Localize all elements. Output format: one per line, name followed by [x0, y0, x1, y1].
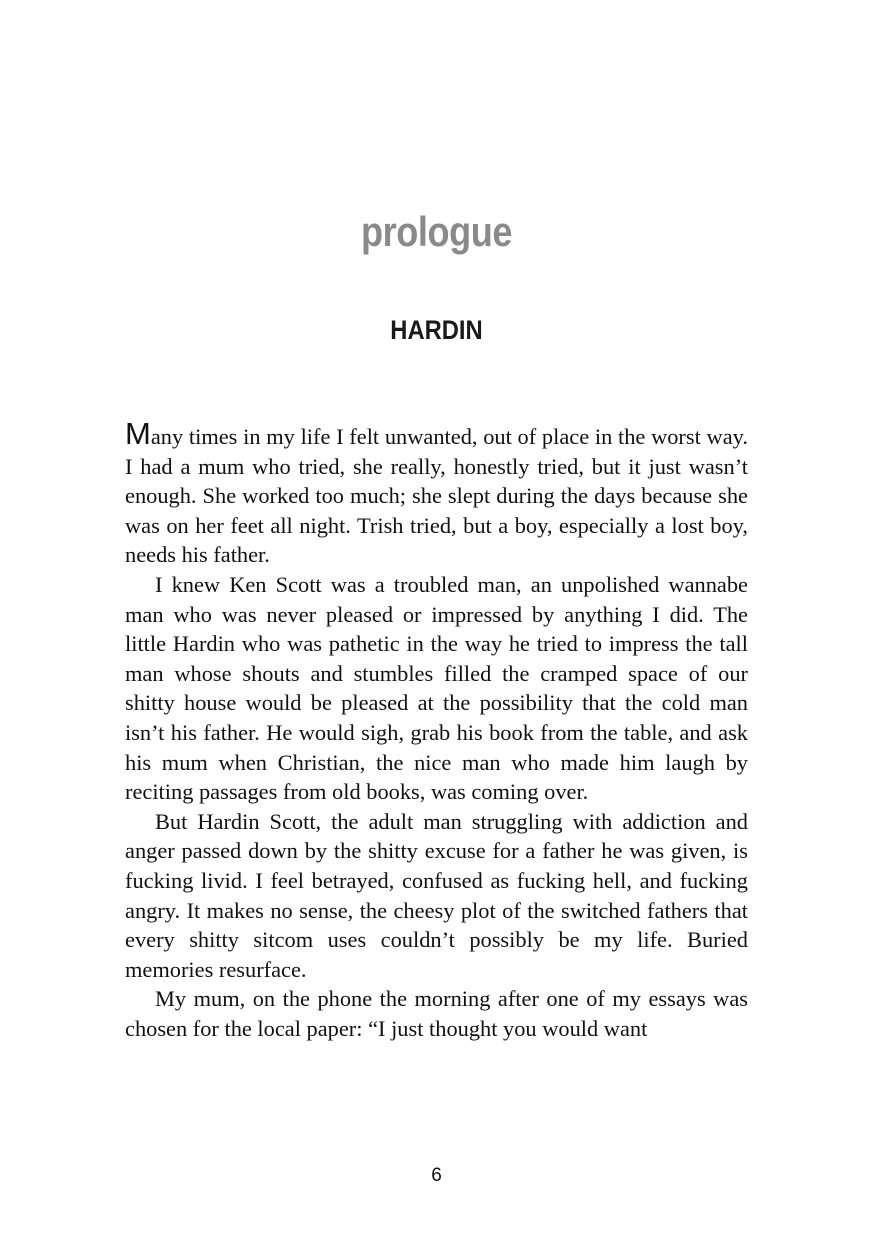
narrator-heading: HARDIN: [390, 315, 483, 345]
drop-initial: M: [125, 416, 151, 451]
opening-paragraph-text: any times in my life I felt unwanted, out of place in the worst way. I had a mum who tried, she really, honestly tried, but it just wasn’t enough. She worked too much; she slept during the days because she was on her feet all night. Trish tried, but a boy, especially a lost boy, needs his father.: [125, 424, 748, 568]
page-number: 6: [431, 1165, 442, 1186]
body-paragraph: But Hardin Scott, the adult man struggling with addiction and anger passed down by the shitty excuse for a father he was given, is fucking livid. I feel betrayed, confused as fucking hell, and fucking angry. It makes no sense, the cheesy plot of the switched fathers that every shitty sitcom uses couldn’t possibly be my life. Buried memories resurface.: [125, 808, 748, 982]
body-paragraph: I knew Ken Scott was a troubled man, an unpolished wannabe man who was never pleased or impressed by anything I did. The little Hardin who was pathetic in the way he tried to impress the tall man whose shouts and stumbles filled the cramped space of our shitty house would be pleased at the possibility that the cold man isn’t his father. He would sigh, grab his book from the table, and ask his mum when Christian, the nice man who made him laugh by reciting passages from old books, was coming over.: [125, 571, 748, 805]
body-paragraph: My mum, on the phone the morning after one of my essays was chosen for the local paper: “I just thought you would want: [125, 986, 748, 1041]
body-text: [125, 418, 748, 1043]
chapter-title: prologue: [360, 208, 513, 255]
opening-paragraph: [125, 418, 748, 570]
